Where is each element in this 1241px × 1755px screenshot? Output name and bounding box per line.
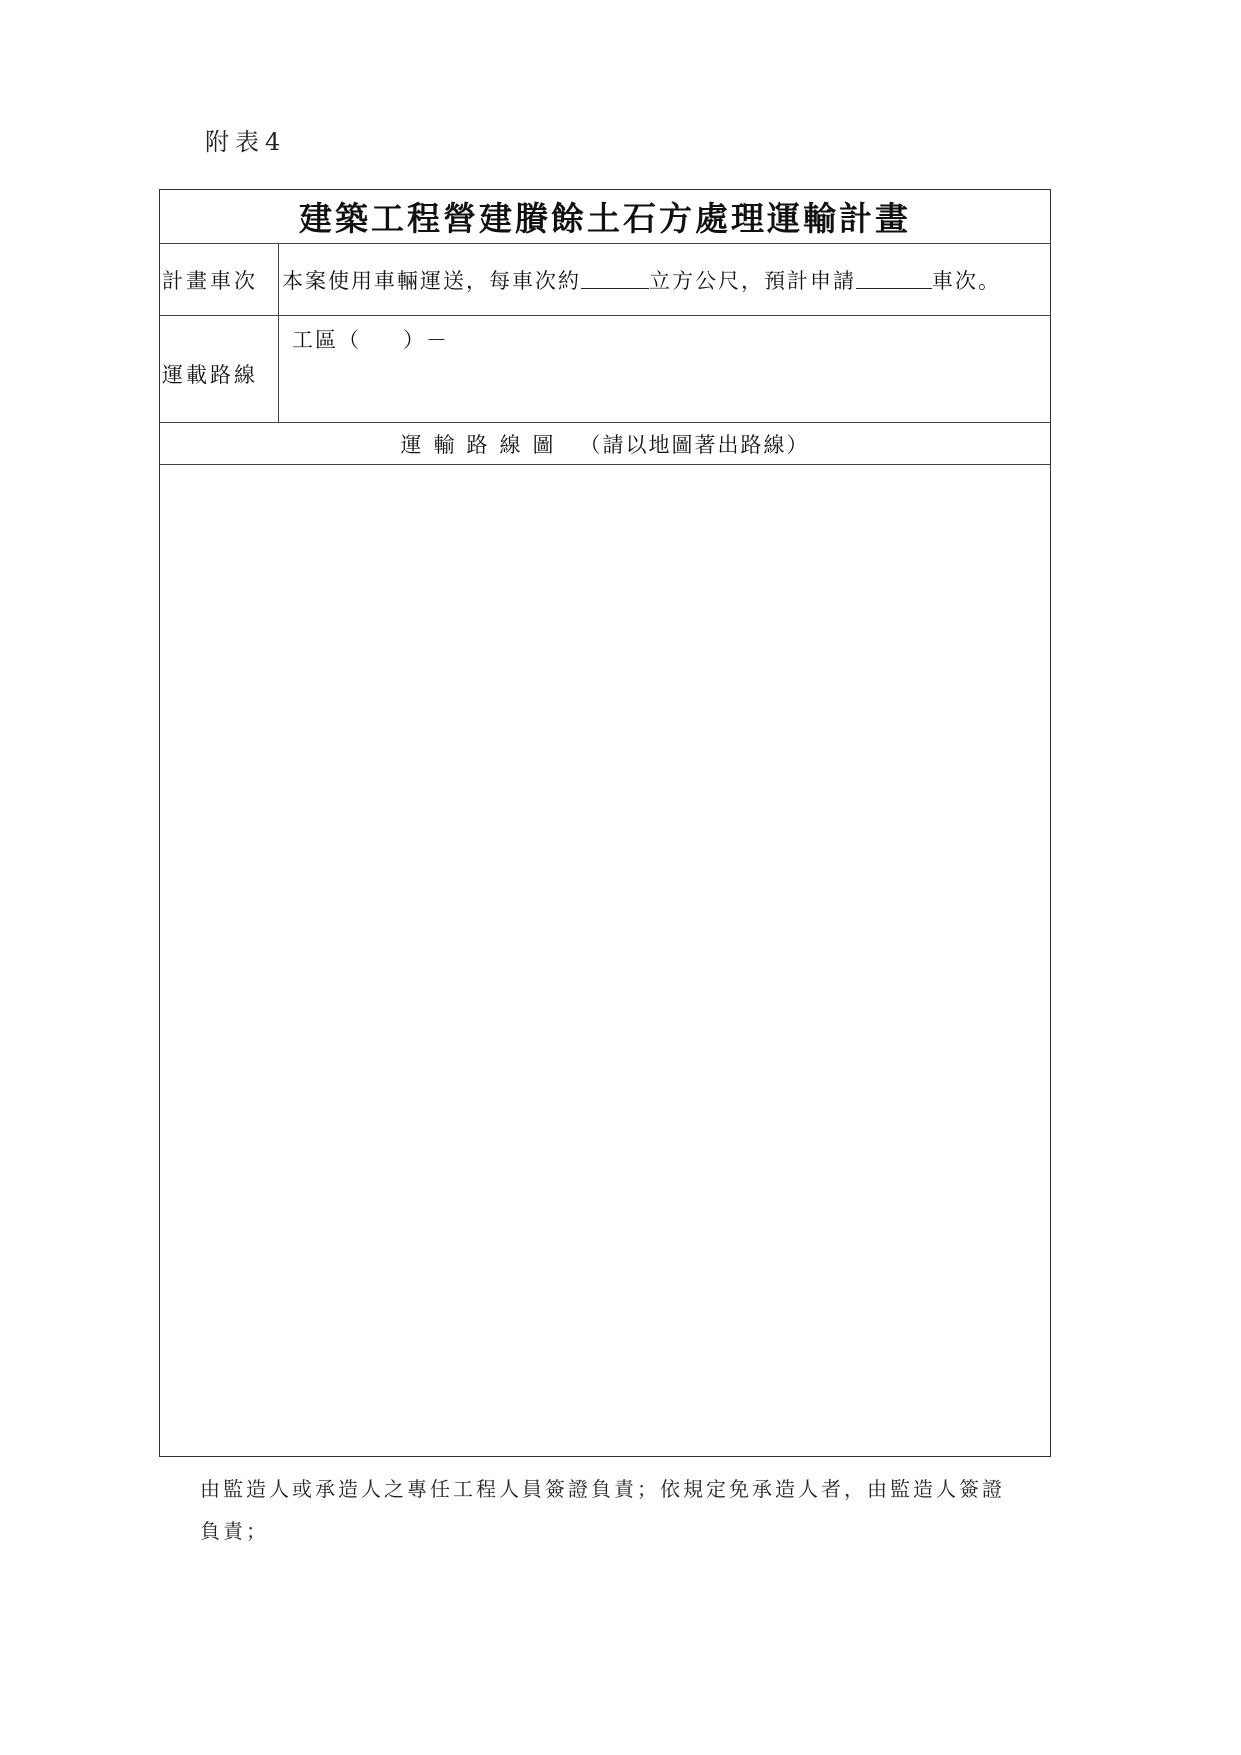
route-map-note: （請以地圖著出路線） xyxy=(579,432,810,457)
transport-plan-form xyxy=(159,189,1051,1457)
transport-route-label: 運載路線 xyxy=(160,316,279,422)
planned-trips-content xyxy=(279,244,1050,315)
form-title: 建築工程營建賸餘土石方處理運輸計畫 xyxy=(299,199,911,238)
trips-text-after-volume: 立方公尺，預計申請 xyxy=(649,268,856,293)
trips-text-before-volume: 本案使用車輛運送，每車次約 xyxy=(282,268,581,293)
route-end-text: ）－ xyxy=(403,328,449,352)
transport-route-row xyxy=(160,316,1050,423)
trips-text-after-count: 車次。 xyxy=(932,268,1001,293)
planned-trips-label: 計畫車次 xyxy=(160,244,279,315)
planned-trips-row xyxy=(160,244,1050,316)
appendix-label: 附表4 xyxy=(205,128,287,156)
volume-per-trip-blank[interactable] xyxy=(581,270,649,289)
footer-note: 由監造人或承造人之專任工程人員簽證負責；依規定免承造人者，由監造人簽證負責； xyxy=(200,1477,1005,1543)
trip-count-blank[interactable] xyxy=(856,270,932,289)
route-map-header xyxy=(160,423,1050,465)
route-start-text: 工區（ xyxy=(292,328,361,352)
form-title-row xyxy=(160,190,1050,244)
route-map-area[interactable] xyxy=(160,465,1050,1456)
transport-route-content[interactable] xyxy=(279,316,1050,422)
route-map-heading: 運輸路線圖 xyxy=(400,432,566,457)
